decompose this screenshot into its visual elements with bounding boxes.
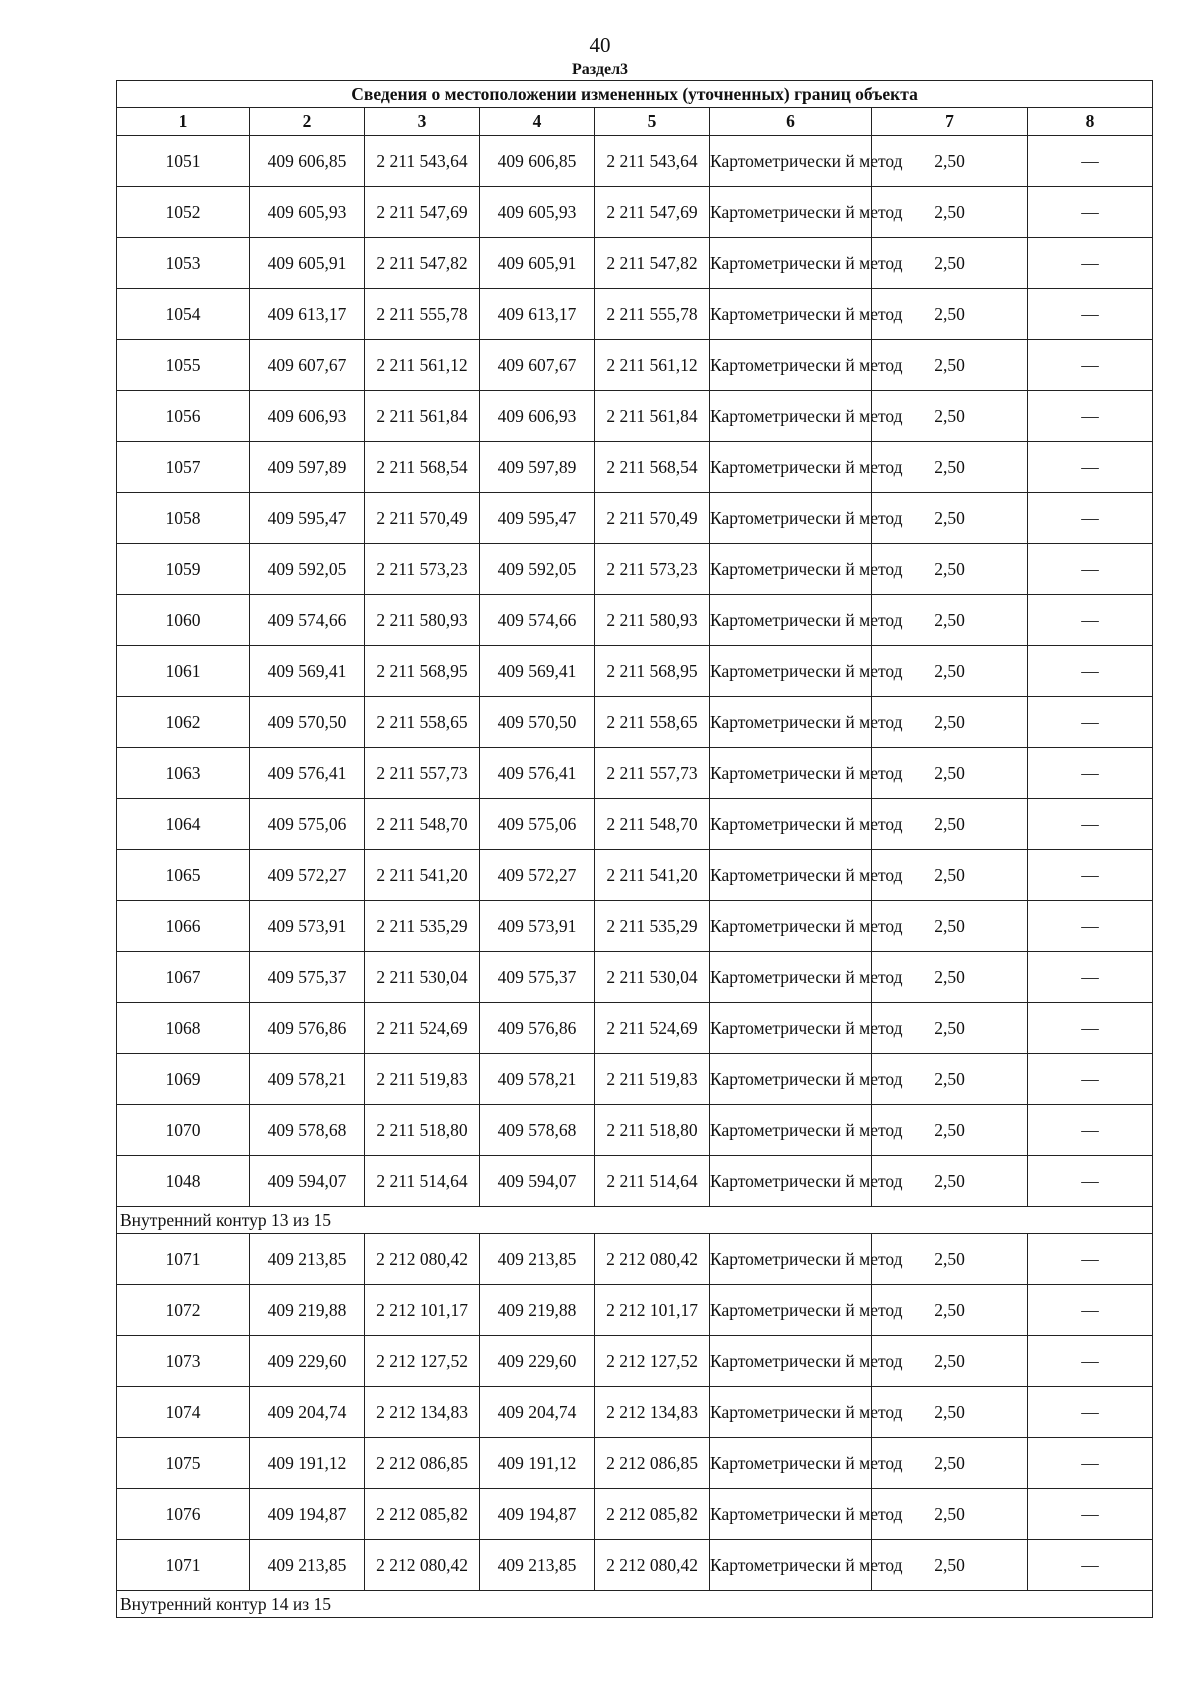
accuracy-cell: 2,50 (872, 238, 1028, 289)
accuracy-cell: 2,50 (872, 544, 1028, 595)
method-cell: Картометрически й метод (710, 340, 872, 391)
contour-label: Внутренний контур 14 из 15 (117, 1591, 1153, 1618)
y-new-cell: 2 212 134,83 (595, 1387, 710, 1438)
table-row (117, 493, 1153, 544)
table-row (117, 1003, 1153, 1054)
x-old-cell: 409 576,41 (250, 748, 365, 799)
description-cell: — (1028, 1003, 1153, 1054)
y-new-cell: 2 211 555,78 (595, 289, 710, 340)
x-old-cell: 409 597,89 (250, 442, 365, 493)
description-cell: — (1028, 1054, 1153, 1105)
column-number-row (117, 108, 1153, 136)
table-row (117, 1540, 1153, 1591)
table-row (117, 1489, 1153, 1540)
table-row (117, 442, 1153, 493)
x-new-cell: 409 574,66 (480, 595, 595, 646)
x-new-cell: 409 229,60 (480, 1336, 595, 1387)
point-number-cell: 1059 (117, 544, 250, 595)
x-new-cell: 409 575,37 (480, 952, 595, 1003)
column-number: 8 (1028, 108, 1153, 136)
description-cell: — (1028, 340, 1153, 391)
description-cell: — (1028, 697, 1153, 748)
description-cell: — (1028, 1105, 1153, 1156)
x-old-cell: 409 613,17 (250, 289, 365, 340)
method-cell: Картометрически й метод (710, 289, 872, 340)
y-new-cell: 2 212 080,42 (595, 1234, 710, 1285)
y-new-cell: 2 211 530,04 (595, 952, 710, 1003)
x-new-cell: 409 578,21 (480, 1054, 595, 1105)
description-cell: — (1028, 1489, 1153, 1540)
method-cell: Картометрически й метод (710, 238, 872, 289)
x-new-cell: 409 570,50 (480, 697, 595, 748)
method-cell: Картометрически й метод (710, 1285, 872, 1336)
point-number-cell: 1072 (117, 1285, 250, 1336)
method-cell: Картометрически й метод (710, 1003, 872, 1054)
y-new-cell: 2 211 580,93 (595, 595, 710, 646)
description-cell: — (1028, 646, 1153, 697)
y-new-cell: 2 211 514,64 (595, 1156, 710, 1207)
table-row (117, 544, 1153, 595)
x-old-cell: 409 191,12 (250, 1438, 365, 1489)
accuracy-cell: 2,50 (872, 1438, 1028, 1489)
method-cell: Картометрически й метод (710, 1387, 872, 1438)
x-old-cell: 409 605,91 (250, 238, 365, 289)
y-old-cell: 2 211 530,04 (365, 952, 480, 1003)
accuracy-cell: 2,50 (872, 1336, 1028, 1387)
x-old-cell: 409 606,85 (250, 136, 365, 187)
table-row (117, 289, 1153, 340)
table-row (117, 187, 1153, 238)
point-number-cell: 1056 (117, 391, 250, 442)
accuracy-cell: 2,50 (872, 1540, 1028, 1591)
table-row (117, 238, 1153, 289)
accuracy-cell: 2,50 (872, 646, 1028, 697)
method-cell: Картометрически й метод (710, 136, 872, 187)
method-cell: Картометрически й метод (710, 442, 872, 493)
y-new-cell: 2 211 561,84 (595, 391, 710, 442)
y-old-cell: 2 211 547,69 (365, 187, 480, 238)
column-number: 7 (872, 108, 1028, 136)
accuracy-cell: 2,50 (872, 595, 1028, 646)
description-cell: — (1028, 1387, 1153, 1438)
table-body (117, 136, 1153, 1618)
x-old-cell: 409 572,27 (250, 850, 365, 901)
y-new-cell: 2 212 101,17 (595, 1285, 710, 1336)
description-cell: — (1028, 442, 1153, 493)
table-row (117, 136, 1153, 187)
y-old-cell: 2 211 568,54 (365, 442, 480, 493)
y-old-cell: 2 211 561,84 (365, 391, 480, 442)
point-number-cell: 1069 (117, 1054, 250, 1105)
x-new-cell: 409 594,07 (480, 1156, 595, 1207)
accuracy-cell: 2,50 (872, 748, 1028, 799)
accuracy-cell: 2,50 (872, 1489, 1028, 1540)
column-number: 1 (117, 108, 250, 136)
y-old-cell: 2 211 568,95 (365, 646, 480, 697)
y-old-cell: 2 211 543,64 (365, 136, 480, 187)
y-new-cell: 2 211 568,54 (595, 442, 710, 493)
y-new-cell: 2 212 080,42 (595, 1540, 710, 1591)
y-old-cell: 2 211 547,82 (365, 238, 480, 289)
point-number-cell: 1074 (117, 1387, 250, 1438)
y-new-cell: 2 212 085,82 (595, 1489, 710, 1540)
y-old-cell: 2 212 101,17 (365, 1285, 480, 1336)
method-cell: Картометрически й метод (710, 850, 872, 901)
table-row (117, 595, 1153, 646)
x-new-cell: 409 578,68 (480, 1105, 595, 1156)
table-row (117, 799, 1153, 850)
point-number-cell: 1058 (117, 493, 250, 544)
x-old-cell: 409 606,93 (250, 391, 365, 442)
contour-label-row (117, 1591, 1153, 1618)
coordinates-table (116, 80, 1153, 1618)
accuracy-cell: 2,50 (872, 340, 1028, 391)
point-number-cell: 1064 (117, 799, 250, 850)
y-old-cell: 2 212 085,82 (365, 1489, 480, 1540)
x-new-cell: 409 613,17 (480, 289, 595, 340)
x-old-cell: 409 229,60 (250, 1336, 365, 1387)
column-number: 3 (365, 108, 480, 136)
y-old-cell: 2 211 514,64 (365, 1156, 480, 1207)
y-new-cell: 2 211 557,73 (595, 748, 710, 799)
x-new-cell: 409 605,91 (480, 238, 595, 289)
y-old-cell: 2 211 561,12 (365, 340, 480, 391)
description-cell: — (1028, 799, 1153, 850)
y-old-cell: 2 212 134,83 (365, 1387, 480, 1438)
point-number-cell: 1075 (117, 1438, 250, 1489)
y-old-cell: 2 211 580,93 (365, 595, 480, 646)
description-cell: — (1028, 1285, 1153, 1336)
y-new-cell: 2 211 568,95 (595, 646, 710, 697)
x-new-cell: 409 569,41 (480, 646, 595, 697)
accuracy-cell: 2,50 (872, 1156, 1028, 1207)
table-row (117, 697, 1153, 748)
x-new-cell: 409 606,85 (480, 136, 595, 187)
table-row (117, 646, 1153, 697)
method-cell: Картометрически й метод (710, 697, 872, 748)
table-row (117, 1285, 1153, 1336)
table-row (117, 1387, 1153, 1438)
point-number-cell: 1052 (117, 187, 250, 238)
method-cell: Картометрически й метод (710, 901, 872, 952)
y-old-cell: 2 211 555,78 (365, 289, 480, 340)
table-row (117, 1156, 1153, 1207)
x-old-cell: 409 595,47 (250, 493, 365, 544)
column-number: 4 (480, 108, 595, 136)
x-new-cell: 409 213,85 (480, 1234, 595, 1285)
point-number-cell: 1068 (117, 1003, 250, 1054)
y-new-cell: 2 212 086,85 (595, 1438, 710, 1489)
y-new-cell: 2 211 548,70 (595, 799, 710, 850)
accuracy-cell: 2,50 (872, 493, 1028, 544)
y-new-cell: 2 211 535,29 (595, 901, 710, 952)
x-new-cell: 409 605,93 (480, 187, 595, 238)
table-row (117, 1054, 1153, 1105)
point-number-cell: 1073 (117, 1336, 250, 1387)
y-new-cell: 2 211 547,69 (595, 187, 710, 238)
method-cell: Картометрически й метод (710, 1054, 872, 1105)
accuracy-cell: 2,50 (872, 1054, 1028, 1105)
x-old-cell: 409 219,88 (250, 1285, 365, 1336)
accuracy-cell: 2,50 (872, 391, 1028, 442)
y-old-cell: 2 211 535,29 (365, 901, 480, 952)
x-new-cell: 409 219,88 (480, 1285, 595, 1336)
accuracy-cell: 2,50 (872, 901, 1028, 952)
method-cell: Картометрически й метод (710, 748, 872, 799)
accuracy-cell: 2,50 (872, 1285, 1028, 1336)
y-new-cell: 2 211 561,12 (595, 340, 710, 391)
table-row (117, 1234, 1153, 1285)
y-new-cell: 2 211 524,69 (595, 1003, 710, 1054)
accuracy-cell: 2,50 (872, 1234, 1028, 1285)
method-cell: Картометрически й метод (710, 952, 872, 1003)
x-old-cell: 409 605,93 (250, 187, 365, 238)
x-old-cell: 409 569,41 (250, 646, 365, 697)
y-new-cell: 2 211 547,82 (595, 238, 710, 289)
point-number-cell: 1060 (117, 595, 250, 646)
x-new-cell: 409 194,87 (480, 1489, 595, 1540)
point-number-cell: 1070 (117, 1105, 250, 1156)
y-new-cell: 2 211 543,64 (595, 136, 710, 187)
accuracy-cell: 2,50 (872, 442, 1028, 493)
table-header (117, 81, 1153, 136)
method-cell: Картометрически й метод (710, 646, 872, 697)
method-cell: Картометрически й метод (710, 1105, 872, 1156)
description-cell: — (1028, 136, 1153, 187)
y-new-cell: 2 211 558,65 (595, 697, 710, 748)
x-old-cell: 409 594,07 (250, 1156, 365, 1207)
accuracy-cell: 2,50 (872, 697, 1028, 748)
y-old-cell: 2 212 080,42 (365, 1540, 480, 1591)
column-number: 6 (710, 108, 872, 136)
method-cell: Картометрически й метод (710, 799, 872, 850)
x-new-cell: 409 597,89 (480, 442, 595, 493)
point-number-cell: 1048 (117, 1156, 250, 1207)
x-old-cell: 409 578,68 (250, 1105, 365, 1156)
accuracy-cell: 2,50 (872, 136, 1028, 187)
y-new-cell: 2 211 541,20 (595, 850, 710, 901)
y-old-cell: 2 211 558,65 (365, 697, 480, 748)
contour-label: Внутренний контур 13 из 15 (117, 1207, 1153, 1234)
y-new-cell: 2 212 127,52 (595, 1336, 710, 1387)
y-new-cell: 2 211 570,49 (595, 493, 710, 544)
x-new-cell: 409 607,67 (480, 340, 595, 391)
method-cell: Картометрически й метод (710, 1540, 872, 1591)
x-old-cell: 409 578,21 (250, 1054, 365, 1105)
y-old-cell: 2 211 518,80 (365, 1105, 480, 1156)
x-old-cell: 409 573,91 (250, 901, 365, 952)
description-cell: — (1028, 1234, 1153, 1285)
description-cell: — (1028, 1156, 1153, 1207)
x-new-cell: 409 595,47 (480, 493, 595, 544)
accuracy-cell: 2,50 (872, 289, 1028, 340)
table-row (117, 1438, 1153, 1489)
x-old-cell: 409 213,85 (250, 1234, 365, 1285)
point-number-cell: 1065 (117, 850, 250, 901)
x-old-cell: 409 575,37 (250, 952, 365, 1003)
x-old-cell: 409 213,85 (250, 1540, 365, 1591)
accuracy-cell: 2,50 (872, 850, 1028, 901)
accuracy-cell: 2,50 (872, 187, 1028, 238)
point-number-cell: 1061 (117, 646, 250, 697)
x-new-cell: 409 592,05 (480, 544, 595, 595)
description-cell: — (1028, 493, 1153, 544)
x-new-cell: 409 575,06 (480, 799, 595, 850)
x-new-cell: 409 572,27 (480, 850, 595, 901)
y-old-cell: 2 211 557,73 (365, 748, 480, 799)
method-cell: Картометрически й метод (710, 1438, 872, 1489)
point-number-cell: 1057 (117, 442, 250, 493)
description-cell: — (1028, 544, 1153, 595)
method-cell: Картометрически й метод (710, 391, 872, 442)
table-row (117, 901, 1153, 952)
point-number-cell: 1076 (117, 1489, 250, 1540)
y-old-cell: 2 211 519,83 (365, 1054, 480, 1105)
x-old-cell: 409 194,87 (250, 1489, 365, 1540)
point-number-cell: 1071 (117, 1234, 250, 1285)
point-number-cell: 1063 (117, 748, 250, 799)
x-new-cell: 409 573,91 (480, 901, 595, 952)
description-cell: — (1028, 187, 1153, 238)
table-row (117, 1105, 1153, 1156)
x-new-cell: 409 576,86 (480, 1003, 595, 1054)
description-cell: — (1028, 391, 1153, 442)
method-cell: Картометрически й метод (710, 187, 872, 238)
table-row (117, 850, 1153, 901)
accuracy-cell: 2,50 (872, 799, 1028, 850)
description-cell: — (1028, 595, 1153, 646)
description-cell: — (1028, 901, 1153, 952)
table-row (117, 952, 1153, 1003)
table-row (117, 748, 1153, 799)
y-old-cell: 2 211 573,23 (365, 544, 480, 595)
table-row (117, 391, 1153, 442)
page-number: 40 (589, 33, 611, 57)
point-number-cell: 1054 (117, 289, 250, 340)
method-cell: Картометрически й метод (710, 544, 872, 595)
x-old-cell: 409 607,67 (250, 340, 365, 391)
y-old-cell: 2 211 570,49 (365, 493, 480, 544)
x-old-cell: 409 570,50 (250, 697, 365, 748)
method-cell: Картометрически й метод (710, 1489, 872, 1540)
x-new-cell: 409 213,85 (480, 1540, 595, 1591)
description-cell: — (1028, 952, 1153, 1003)
point-number-cell: 1053 (117, 238, 250, 289)
accuracy-cell: 2,50 (872, 1387, 1028, 1438)
y-new-cell: 2 211 519,83 (595, 1054, 710, 1105)
description-cell: — (1028, 1336, 1153, 1387)
point-number-cell: 1066 (117, 901, 250, 952)
point-number-cell: 1055 (117, 340, 250, 391)
y-old-cell: 2 212 080,42 (365, 1234, 480, 1285)
x-old-cell: 409 204,74 (250, 1387, 365, 1438)
description-cell: — (1028, 1540, 1153, 1591)
contour-label-row (117, 1207, 1153, 1234)
accuracy-cell: 2,50 (872, 1105, 1028, 1156)
method-cell: Картометрически й метод (710, 1336, 872, 1387)
table-caption: Сведения о местоположении измененных (уточненных) границ объекта (117, 81, 1153, 108)
method-cell: Картометрически й метод (710, 1234, 872, 1285)
description-cell: — (1028, 289, 1153, 340)
method-cell: Картометрически й метод (710, 493, 872, 544)
description-cell: — (1028, 1438, 1153, 1489)
point-number-cell: 1062 (117, 697, 250, 748)
point-number-cell: 1071 (117, 1540, 250, 1591)
method-cell: Картометрически й метод (710, 1156, 872, 1207)
x-old-cell: 409 575,06 (250, 799, 365, 850)
table-row (117, 1336, 1153, 1387)
column-number: 5 (595, 108, 710, 136)
description-cell: — (1028, 748, 1153, 799)
accuracy-cell: 2,50 (872, 1003, 1028, 1054)
x-new-cell: 409 191,12 (480, 1438, 595, 1489)
y-old-cell: 2 212 086,85 (365, 1438, 480, 1489)
column-number: 2 (250, 108, 365, 136)
y-old-cell: 2 211 541,20 (365, 850, 480, 901)
description-cell: — (1028, 238, 1153, 289)
x-new-cell: 409 204,74 (480, 1387, 595, 1438)
method-cell: Картометрически й метод (710, 595, 872, 646)
y-old-cell: 2 211 548,70 (365, 799, 480, 850)
y-old-cell: 2 211 524,69 (365, 1003, 480, 1054)
y-new-cell: 2 211 518,80 (595, 1105, 710, 1156)
y-new-cell: 2 211 573,23 (595, 544, 710, 595)
point-number-cell: 1067 (117, 952, 250, 1003)
description-cell: — (1028, 850, 1153, 901)
x-old-cell: 409 592,05 (250, 544, 365, 595)
table-row (117, 340, 1153, 391)
x-old-cell: 409 574,66 (250, 595, 365, 646)
accuracy-cell: 2,50 (872, 952, 1028, 1003)
section-label: Раздел3 (571, 61, 629, 78)
x-new-cell: 409 606,93 (480, 391, 595, 442)
point-number-cell: 1051 (117, 136, 250, 187)
x-old-cell: 409 576,86 (250, 1003, 365, 1054)
x-new-cell: 409 576,41 (480, 748, 595, 799)
y-old-cell: 2 212 127,52 (365, 1336, 480, 1387)
